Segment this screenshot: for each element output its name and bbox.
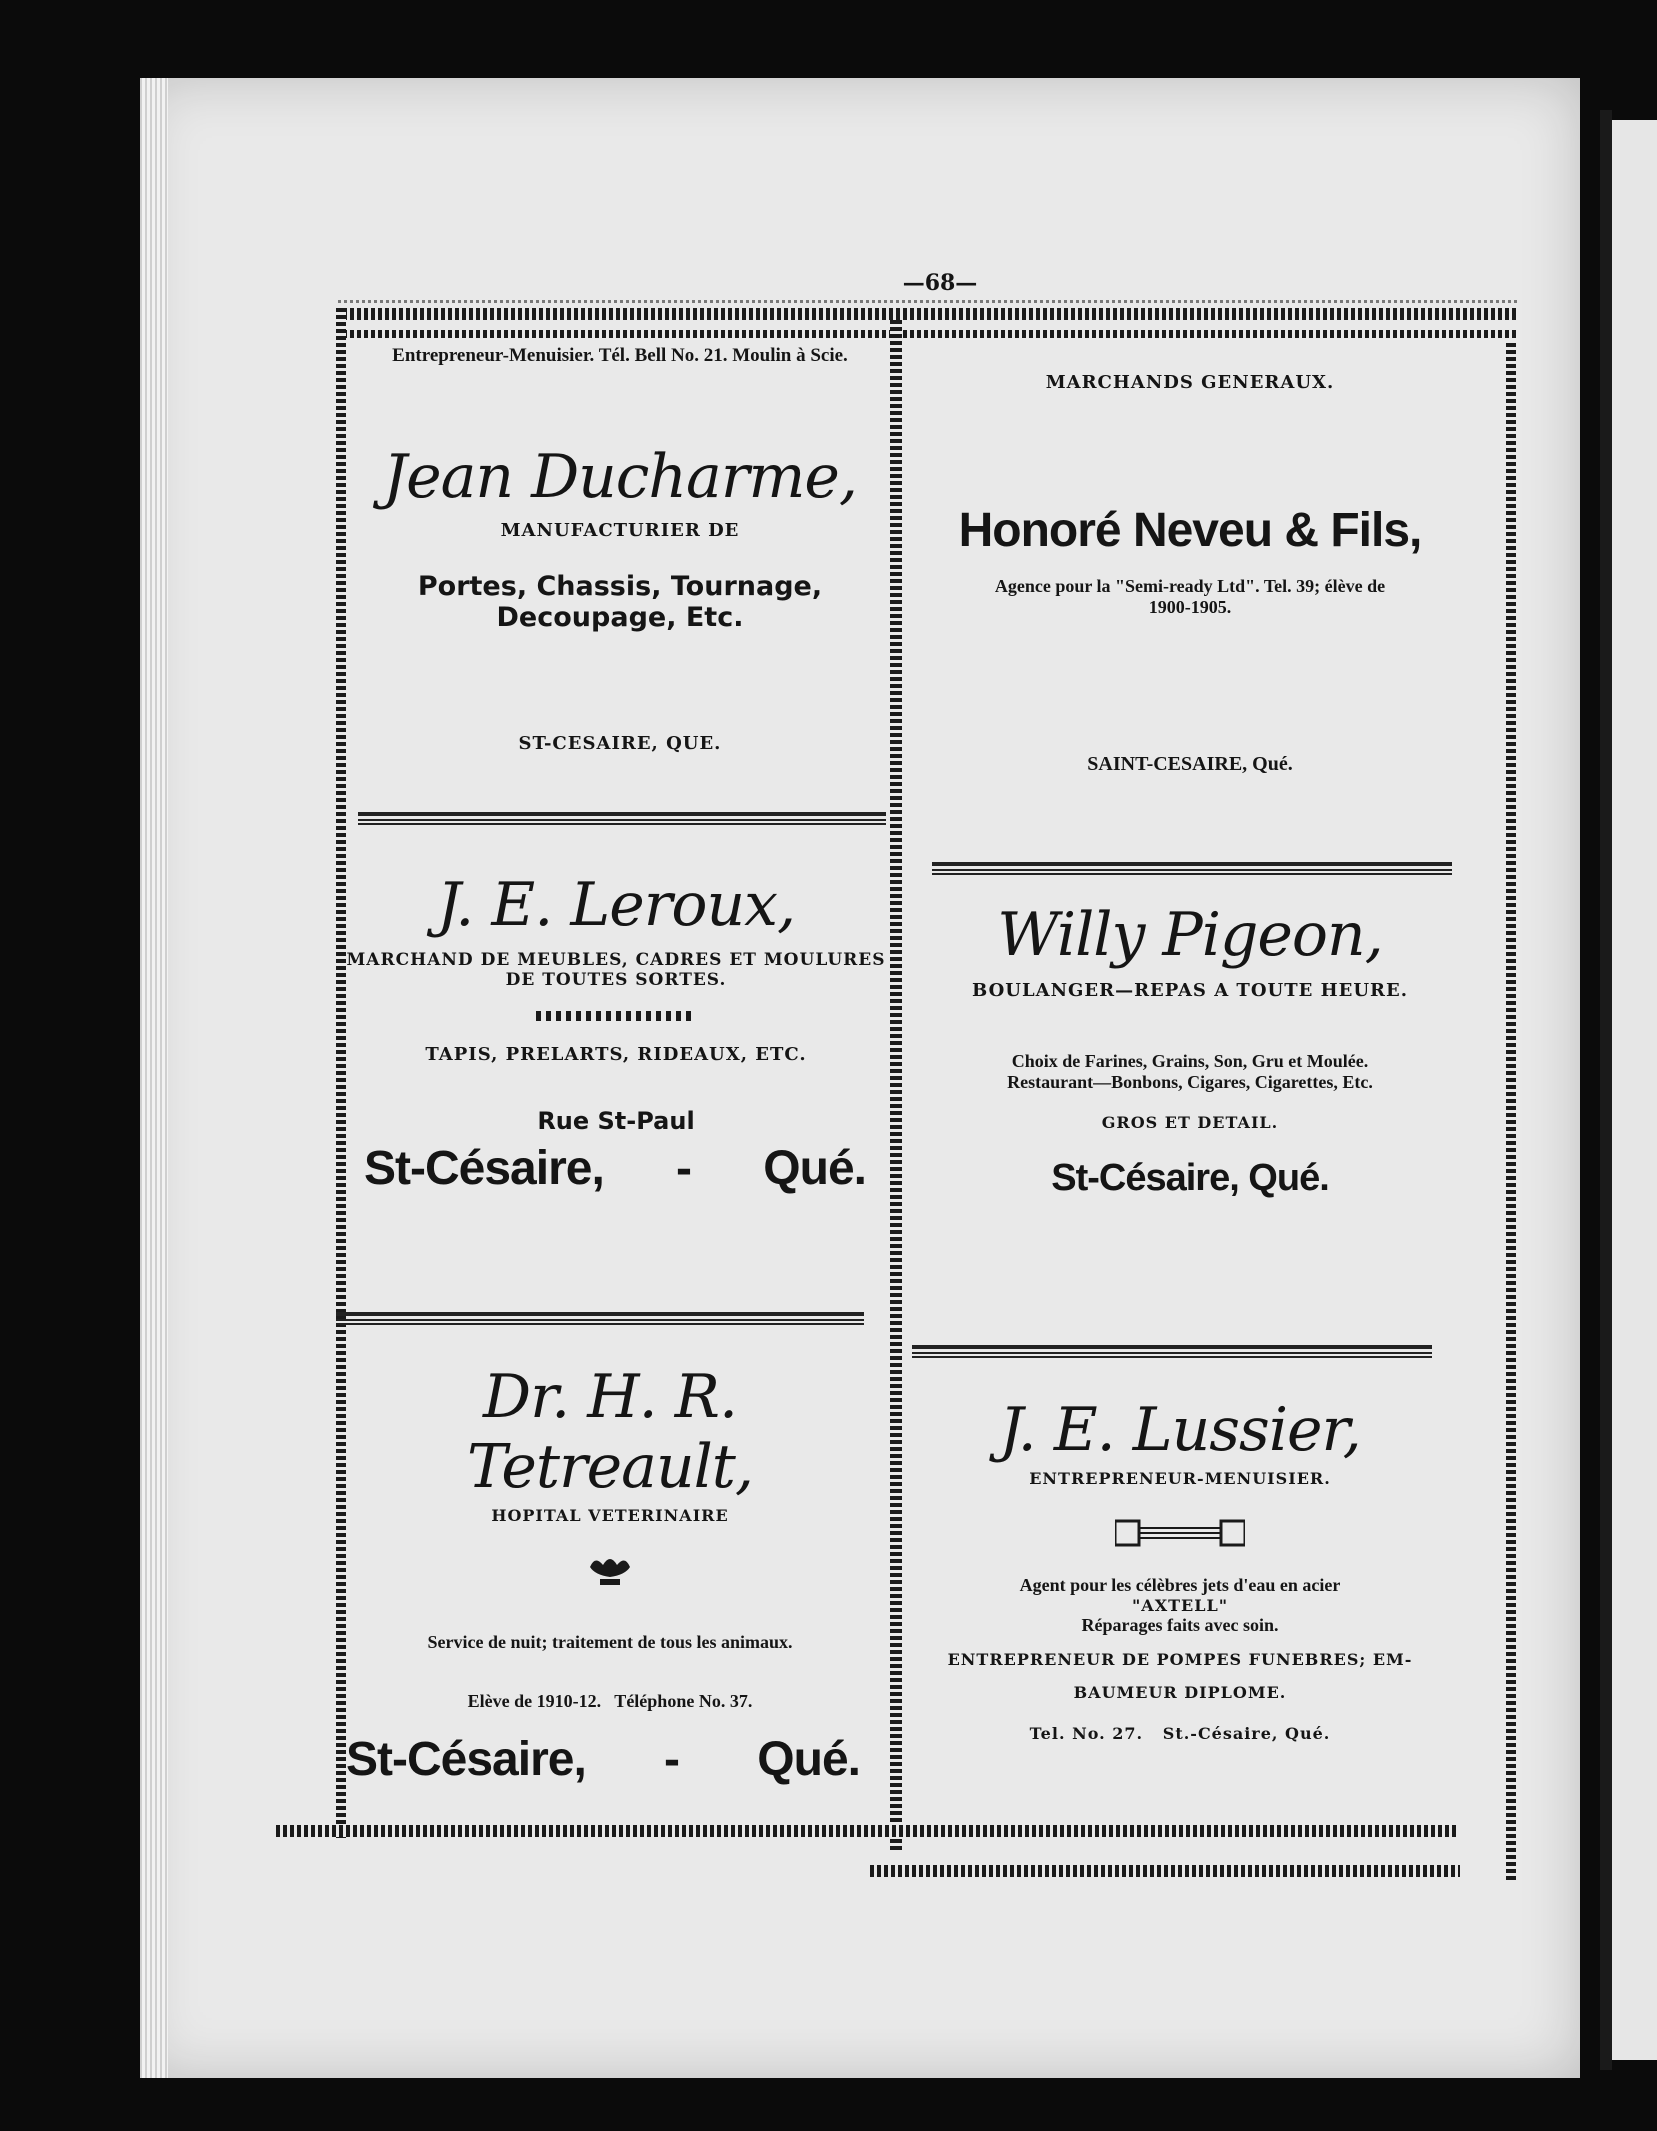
lussier-line-4: ENTREPRENEUR DE POMPES FUNEBRES; EM- <box>947 1650 1413 1669</box>
leroux-line-1: MARCHAND DE MEUBLES, CADRES ET MOULURES <box>346 950 886 970</box>
page-stack-edge <box>140 78 168 2078</box>
page-number: —68— <box>902 270 978 296</box>
border-top-inner <box>336 330 1516 338</box>
border-bottom <box>276 1825 1456 1837</box>
pigeon-name: Willy Pigeon, <box>997 900 1383 970</box>
leroux-dash: - <box>676 1142 692 1195</box>
lussier-line-1: Agent pour les célèbres jets d'eau en acier <box>1019 1575 1341 1595</box>
ad-lussier <box>900 1395 1460 1743</box>
lussier-ornament-icon <box>900 1518 1460 1553</box>
leroux-line-3: TAPIS, PRELARTS, RIDEAUX, ETC. <box>425 1044 807 1065</box>
ducharme-title: MANUFACTURIER DE <box>500 520 740 541</box>
lussier-line-5: BAUMEUR DIPLOME. <box>1073 1683 1287 1702</box>
leroux-name: J. E. Leroux, <box>436 870 796 940</box>
pigeon-title: BOULANGER—REPAS A TOUTE HEURE. <box>972 980 1408 1001</box>
tetreault-address-row <box>340 1732 880 1787</box>
leroux-line-2: DE TOUTES SORTES. <box>505 970 727 990</box>
ad-neveu <box>910 372 1470 776</box>
border-top <box>336 308 1516 320</box>
leroux-province: Qué. <box>763 1142 866 1195</box>
lussier-title: ENTREPRENEUR-MENUISIER. <box>1029 1469 1331 1488</box>
tetreault-line-1: Service de nuit; traitement de tous les animaux. <box>427 1632 793 1652</box>
border-bottom-right <box>870 1865 1460 1877</box>
lussier-line-2: "AXTELL" <box>1131 1596 1229 1615</box>
ad-leroux <box>346 870 886 1196</box>
neveu-line-1: Agence pour la "Semi-ready Ltd". Tel. 39; élève de <box>994 576 1386 596</box>
ducharme-products-2: Decoupage, Etc. <box>496 602 744 633</box>
lussier-line-6: Tel. No. 27. St.-Césaire, Qué. <box>1029 1724 1331 1743</box>
border-right <box>1506 340 1516 1880</box>
tetreault-title: HOPITAL VETERINAIRE <box>491 1506 729 1525</box>
pigeon-line-3: GROS ET DETAIL. <box>1101 1113 1279 1132</box>
separator <box>932 862 1452 876</box>
tetreault-province: Qué. <box>757 1733 860 1786</box>
pigeon-place: St-Césaire, Qué. <box>1051 1157 1329 1199</box>
ad-tetreault <box>340 1362 880 1787</box>
pigeon-line-2: Restaurant—Bonbons, Cigares, Cigarettes, Etc. <box>1007 1072 1373 1092</box>
leroux-city: St-Césaire, <box>364 1142 604 1195</box>
leroux-street: Rue St-Paul <box>537 1107 695 1135</box>
lussier-name: J. E. Lussier, <box>999 1395 1361 1465</box>
separator <box>358 812 886 826</box>
ad-pigeon <box>910 900 1470 1200</box>
neveu-place: SAINT-CESAIRE, Qué. <box>1087 753 1293 775</box>
ducharme-products-1: Portes, Chassis, Tournage, <box>417 571 823 602</box>
lotus-ornament-icon <box>340 1555 880 1594</box>
facing-page <box>1612 120 1657 2060</box>
neveu-line-2: 1900-1905. <box>1148 597 1232 617</box>
ducharme-name: Jean Ducharme, <box>383 442 857 512</box>
leroux-address-row <box>346 1141 886 1196</box>
lussier-line-3: Réparages faits avec soin. <box>1081 1615 1279 1635</box>
tetreault-dash: - <box>664 1733 680 1786</box>
separator <box>336 1312 864 1326</box>
pigeon-line-1: Choix de Farines, Grains, Son, Gru et Moulée. <box>1011 1051 1369 1071</box>
separator <box>912 1345 1432 1359</box>
tetreault-line-2: Elève de 1910-12. Téléphone No. 37. <box>467 1691 753 1711</box>
ad-ducharme <box>350 345 890 754</box>
header-rule <box>338 300 1518 303</box>
facing-page-gutter <box>1600 110 1612 2070</box>
neveu-name: Honoré Neveu & Fils, <box>958 504 1422 557</box>
ducharme-top-line: Entrepreneur-Menuisier. Tél. Bell No. 21. Moulin à Scie. <box>392 345 848 366</box>
tetreault-city: St-Césaire, <box>346 1733 586 1786</box>
ducharme-place: ST-CESAIRE, QUE. <box>518 733 722 754</box>
leroux-ornament <box>346 1008 886 1026</box>
neveu-top-line: MARCHANDS GENERAUX. <box>1045 372 1335 393</box>
tetreault-name: Dr. H. R. Tetreault, <box>467 1362 753 1502</box>
